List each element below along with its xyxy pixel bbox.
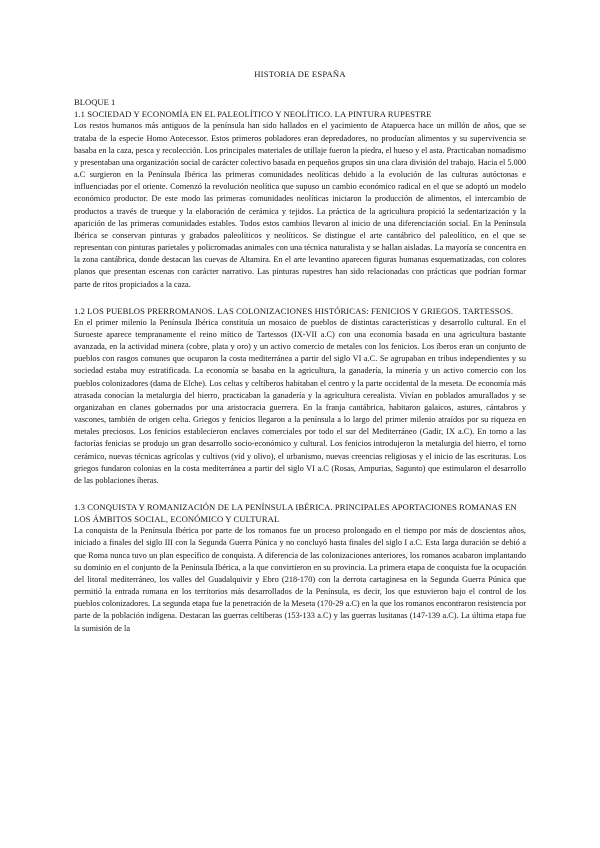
section-heading: 1.1 SOCIEDAD Y ECONOMÍA EN EL PALEOLÍTICO Y NEOLÍTICO. LA PINTURA RUPESTRE [74,109,432,120]
section-1-2 [74,305,526,487]
section-1-1 [74,108,526,290]
section-heading: 1.3 CONQUISTA Y ROMANIZACIÓN DE LA PENÍNSULA IBÉRICA. PRINCIPALES APORTACIONES ROMANAS EN LOS ÁMBITOS SOCIAL, ECONÓMICO Y CULTURAL [74,502,517,525]
document-page [74,68,526,649]
section-body: La conquista de la Península Ibérica por parte de los romanos fue un proceso prolongado en el tiempo por más de doscientos años, iniciado a finales del siglo III con la Segunda Guerra Púnica y no concluyó hasta finales del siglo I a.C. Esta larga duración se debió a que Roma nunca tuvo un plan específico de conquista. A diferencia de las colonizaciones anteriores, los romanos acabaron implantando su dominio en el conjunto de la Península Ibérica, a la que convirtieron en su provincia. La primera etapa de conquista fue la ocupación del litoral mediterráneo, los valles del Guadalquivir y Ebro (218-170) con la derrota cartaginesa en la Segunda Guerra Púnica que permitió la entrada romana en los territorios más desarrollados de la Península, es decir, los que estuvieron bajo el control de los pueblos colonizadores. La segunda etapa fue la penetración de la Meseta (170-29 a.C) en la que los romanos encontraron resistencia por parte de la población indígena. Destacan las guerras celtíberas (153-133 a.C) y las guerras lusitanas (147-139 a.C). La última etapa fue la sumisión de la [74,526,527,633]
document-title: HISTORIA DE ESPAÑA [254,69,346,79]
section-1-3 [74,501,526,635]
section-body: Los restos humanos más antiguos de la península han sido hallados en el yacimiento de Atapuerca hace un millón de años, que se trataba de la especie Homo Antecessor. Estos primeros pobladores eran depredadores, no producían alimentos y su supervivencia se basaba en la caza, pesca y recolección. Los principales materiales de utillaje fueron la piedra, el hueso y el asta. Practicaban nomadismo y presentaban una organización social de carácter colectivo basada en pequeños grupos sin una clara división del trabajo. Hacia el 5.000 a.C surgieron en la Península Ibérica las primeras comunidades neolíticas debido a la evolución de las culturas autóctonas e influenciadas por el oriente. Comenzó la revolución neolítica que supuso un cambio económico radical en el que se adoptó un modelo económico productor. De este modo las primeras comunidades neolíticas iniciaron la producción de alimentos, el intercambio de productos a través de trueque y la elaboración de cerámica y tejidos. La práctica de la agricultura propició la sedentarización y la aparición de las primeras comunidades estables. Todos estos cambios llevaron al inicio de una diferenciación social. En la Península Ibérica se conservan pinturas y grabados paleolíticos y neolíticos. Se distingue el arte cantábrico del paleolítico, en el que se representan con pinturas parietales y policromadas animales con una técnica naturalista y se hallan aisladas. La mayoría se concentra en la zona cantábrica, donde destacan las cuevas de Altamira. En el arte levantino aparecen figuras humanas esquematizadas, con colores planos que presentan escenas con carácter narrativo. Las pinturas rupestres han sido relacionadas con prácticas que podrían formar parte de ritos propiciados a la caza. [74,121,526,289]
section-body: En el primer milenio la Península Ibérica constituía un mosaico de pueblos de distintas características y desarrollo cultural. En el Suroeste aparece tempranamente el reino mítico de Tartessos (IX-VII a.C) con una economía basada en una agricultura bastante avanzada, en la actividad minera (cobre, plata y oro) y un activo comercio de metales con los fenicios. Los íberos eran un conjunto de pueblos con rasgos comunes que ocuparon la costa mediterránea a partir del siglo VI a.C. Se agrupaban en tribus independientes y su sociedad estaba muy estratificada. La economía se basaba en la agricultura, la ganadería, la minería y un activo comercio con los pueblos colonizadores (dama de Elche). Los celtas y celtíberos habitaban el centro y la parte occidental de la meseta. De economía más atrasada conocían la metalurgia del hierro, practicaban la ganadería y la agricultura cerealista. Vivían en poblados amurallados y se organizaban en clanes gobernados por una aristocracia guerrera. En la franja cantábrica, habitaron galaicos, astures, cántabros y vascones, también de origen celta. Griegos y fenicios llegaron a la península a lo largo del primer milenio atraídos por su riqueza en metales preciosos. Los fenicios establecieron enclaves comerciales por todo el sur del Mediterráneo (Gadir, IX a.C). En torno a las factorías fenicias se produjo un gran desarrollo socio-económico y cultural. Los fenicios introdujeron la metalurgia del hierro, el torno cerámico, nuevas técnicas agrícolas y cultivos (vid y olivo), el urbanismo, nuevas creencias religiosas y el inicio de las escrituras. Los griegos fundaron colonias en la costa mediterránea a partir del siglo VI a.C (Rosas, Ampurias, Sagunto) que estimularon el desarrollo de las poblaciones íberas. [74,317,526,485]
block-label: BLOQUE 1 [74,97,116,108]
section-heading: 1.2 LOS PUEBLOS PRERROMANOS. LAS COLONIZACIONES HISTÓRICAS: FENICIOS Y GRIEGOS. TARTESSOS. [74,305,514,316]
